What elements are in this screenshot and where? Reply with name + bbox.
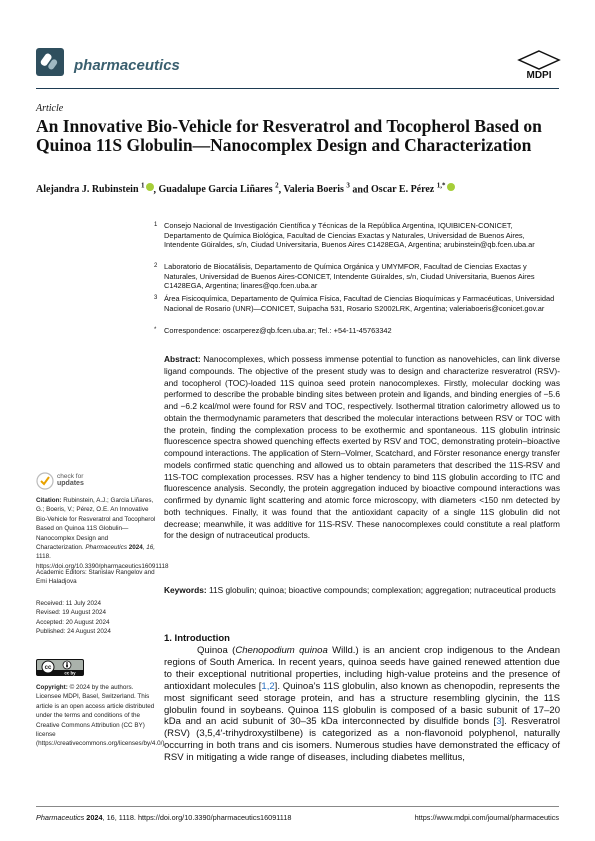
author-separator: and bbox=[349, 184, 372, 196]
author-affiliation-marker: 1,* bbox=[436, 182, 446, 190]
abstract bbox=[164, 354, 560, 542]
orcid-icon[interactable] bbox=[447, 183, 455, 191]
date-published: Published: 24 August 2024 bbox=[36, 628, 111, 636]
affiliation-text: Área Fisicoquímica, Departamento de Química Física, Facultad de Ciencias Bioquímicas y Farmacéuticas, Universidad Nacional de Rosario (UNR)—CONICET, Suipacha 531, Rosario S2002LRK, Argentina; valeriaboeris@conicet.gov.ar bbox=[164, 294, 555, 313]
author-list bbox=[36, 182, 455, 195]
publisher-name: MDPI bbox=[526, 70, 552, 80]
affiliation-text: Correspondence: oscarperez@qb.fcen.uba.ar; Tel.: +54-11-45763342 bbox=[164, 326, 392, 335]
affiliation-number: * bbox=[154, 327, 157, 333]
footer-doi[interactable]: , 16, 1118. https://doi.org/10.3390/pharmaceutics16091118 bbox=[102, 813, 292, 822]
citation-volume: 16, bbox=[146, 544, 156, 552]
affiliation-number: 3 bbox=[154, 295, 158, 301]
keywords-label: Keywords: bbox=[164, 585, 207, 595]
dates-block bbox=[36, 599, 156, 637]
author-separator: , bbox=[278, 184, 284, 196]
header-rule bbox=[36, 88, 559, 89]
journal-name: pharmaceutics bbox=[74, 57, 180, 74]
author-affiliation-marker: 3 bbox=[346, 182, 350, 190]
footer-citation bbox=[36, 813, 291, 822]
affiliation-item bbox=[154, 326, 560, 336]
copyright-block bbox=[36, 683, 167, 749]
copyright-label: Copyright: bbox=[36, 684, 68, 691]
footer-journal: Pharmaceutics bbox=[36, 813, 85, 822]
citation-label: Citation: bbox=[36, 497, 62, 504]
mdpi-logo-icon bbox=[515, 50, 563, 80]
editor-names: Stanislav Rangelov and Emi Haladjova bbox=[36, 569, 155, 586]
footer-rule bbox=[36, 806, 559, 807]
check-updates-icon bbox=[36, 472, 54, 490]
citation-year: 2024 bbox=[128, 544, 143, 552]
affiliation-item bbox=[154, 221, 560, 250]
keywords-text: 11S globulin; quinoa; bioactive compounds; complexation; aggregation; nutraceutical products bbox=[208, 585, 556, 595]
section-heading: 1. Introduction bbox=[164, 633, 230, 644]
footer-year: 2024 bbox=[86, 813, 103, 822]
affiliation-text: Consejo Nacional de Investigación Científica y Técnicas de la República Argentina, IQUIBICEN-CONICET, Departamento de Química Biológica, Facultad de Ciencias Exactas y Naturales, Universidad de Buenos Aires, Intendente Güiraldes, s/n, Ciudad Universitaria, Buenos Aires C1428EGA, Argentina; arubinstein@qb.fcen.uba.ar bbox=[164, 221, 535, 250]
academic-editors bbox=[36, 568, 156, 587]
date-accepted: Accepted: 20 August 2024 bbox=[36, 618, 110, 626]
reference-link[interactable]: 1,2 bbox=[261, 680, 275, 692]
orcid-icon[interactable] bbox=[146, 183, 154, 191]
reference-link[interactable]: 3 bbox=[496, 716, 502, 728]
check-updates-line2: updates bbox=[57, 480, 84, 487]
citation-journal: Pharmaceutics bbox=[85, 544, 128, 552]
article-type: Article bbox=[36, 103, 64, 114]
editor-label: Academic Editors: bbox=[36, 569, 87, 576]
footer-url[interactable]: https://www.mdpi.com/journal/pharmaceutics bbox=[414, 813, 559, 822]
journal-logo-icon bbox=[36, 48, 64, 76]
citation-text: Rubinstein, A.J.; Garcia Liñares, G.; Boeris, V.; Pérez, O.E. An Innovative Bio-Vehicle for Resveratrol and Tocopherol Based on Quinoa 11S Globulin—Nanocomplex Design and Characterization. bbox=[36, 497, 156, 552]
affiliation-item bbox=[154, 262, 560, 291]
copyright-text: © 2024 by the authors. Licensee MDPI, Basel, Switzerland. This article is an open access article distributed under the terms and conditions of the Creative Commons Attribution (CC BY) license (https://creativecommons.org/licenses/by/4.0/). bbox=[36, 684, 167, 748]
abstract-label: Abstract: bbox=[164, 354, 201, 364]
cc-license-icon bbox=[36, 659, 84, 676]
citation-block: Citation: Rubinstein, A.J.; Garcia Liñares, G.; Boeris, V.; Pérez, O.E. An Innovative Bio-Vehicle for Resveratrol and Tocopherol Based on Quinoa 11S Globulin—Nanocomplex Design and Characterization. Pharmaceutics 2024, 16, 1118. https://doi.org/10.3390/pharmaceutics16091118 bbox=[36, 497, 169, 570]
affiliation-text: Laboratorio de Biocatálisis, Departamento de Química Orgánica y UMYMFOR, Facultad de Ciencias Exactas y Naturales, Universidad de Buenos Aires-CONICET, Intendente Güiraldes, s/n, Ciudad Universitaria, Buenos Aires C1428EGA, Argentina; linares@qo.fcen.uba.ar bbox=[164, 262, 535, 291]
author-name: Guadalupe Garcia Liñares $^2$ bbox=[158, 182, 279, 196]
affiliation-item bbox=[154, 294, 560, 313]
keywords bbox=[164, 585, 560, 596]
author-affiliation-marker: 2 bbox=[275, 182, 279, 190]
date-revised: Revised: 19 August 2024 bbox=[36, 609, 107, 617]
affiliation-number: 2 bbox=[154, 263, 158, 269]
affiliation-number: 1 bbox=[154, 222, 158, 228]
author-name: Oscar E. Pérez $^{1,*}$ bbox=[371, 184, 454, 195]
svg-text:cc: cc bbox=[44, 665, 52, 671]
author-separator: , bbox=[153, 184, 159, 196]
date-received: Received: 11 July 2024 bbox=[36, 600, 101, 607]
author-name: Alejandra J. Rubinstein $^1$ bbox=[36, 184, 154, 195]
article-title: An Innovative Bio-Vehicle for Resveratrol and Tocopherol Based on Quinoa 11S Globulin—Nanocomplex Design and Characterization bbox=[36, 116, 542, 155]
citation-doi[interactable]: 1118. https://doi.org/10.3390/pharmaceutics16091118 bbox=[36, 553, 169, 570]
author-name: Valeria Boeris $^3$ bbox=[283, 182, 350, 196]
author-affiliation-marker: 1 bbox=[141, 182, 145, 190]
check-updates-line1: check for bbox=[57, 473, 84, 480]
abstract-text: Nanocomplexes, which possess immense potential to function as nanovehicles, can link diverse ligand compounds. The objective of the present study was to design and characterize resveratrol (RSV)- and tocopherol (TOC)-loaded 11S quinoa seed protein nanocomplexes. Firstly, molecular docking was performed to describe the probable binding sites between protein and ligands, and binding energies of −5.6 and −6.2 kcal/mol were found for RSV and TOC, respectively. Isothermal titration calorimetry allowed us to obtain the thermodynamic parameters that described the molecular interactions between RSV or TOC with the protein, finding the complexation process to be exothermic and spontaneous. 11S globulin intrinsic fluorescence spectra showed quenching effects exerted by RSV and TOC, demonstrating protein–bioactive compound interactions. The application of Stern–Volmer, Scatchard, and Förster resonance energy transfer models confirmed static quenching and allowed us to obtain parameters that described the 11S-RSV and 11S-TOC complexation processes. RSV has a higher tendency to bind 11S globulin according to ITC and fluorescence analysis. Secondly, the protein aggregation induced by bioactive compound interactions was confirmed by dynamic light scattering and atomic force microscopy, with diameters <150 nm detected by both techniques. Finally, it was found that the antioxidant capacity of a single 11S globulin did not decrease; meanwhile, it was additive for 11S-RSV. These nanocomplexes could constitute a real platform for the design of nutraceutical products. bbox=[164, 354, 560, 541]
check-for-updates-button[interactable] bbox=[36, 472, 96, 490]
svg-text:cc by: cc by bbox=[64, 670, 76, 676]
introduction-paragraph: Quinoa (Chenopodium quinoa Willd.) is an ancient crop indigenous to the Andean regions of South America. In recent years, quinoa seeds have gained renewed attention due to their exceptional nutritional properties, including high-value proteins and the presence of antioxidant molecules [1,2]. Quinoa’s 11S globulin, also known as chenopodin, represents the most significant seed storage protein, and has a structure resembling glycinin, the 11S globulin found in soybeans. Quinoa 11S globulin is composed of a basic subunit of 17–20 kDa and an acid subunit of 30–35 kDa interconnected by disulfide bonds [3]. Resveratrol (RSV) (3,5,4′-trihydroxystilbene) is categorized as a non-flavonoid polyphenol, naturally occurring in both trans and cis isomers. Numerous studies have demonstrated the efficacy of RSV in mitigating a wide range of diseases, including diabetes mellitus, bbox=[164, 645, 561, 764]
cc-by-license-badge[interactable] bbox=[36, 659, 84, 676]
